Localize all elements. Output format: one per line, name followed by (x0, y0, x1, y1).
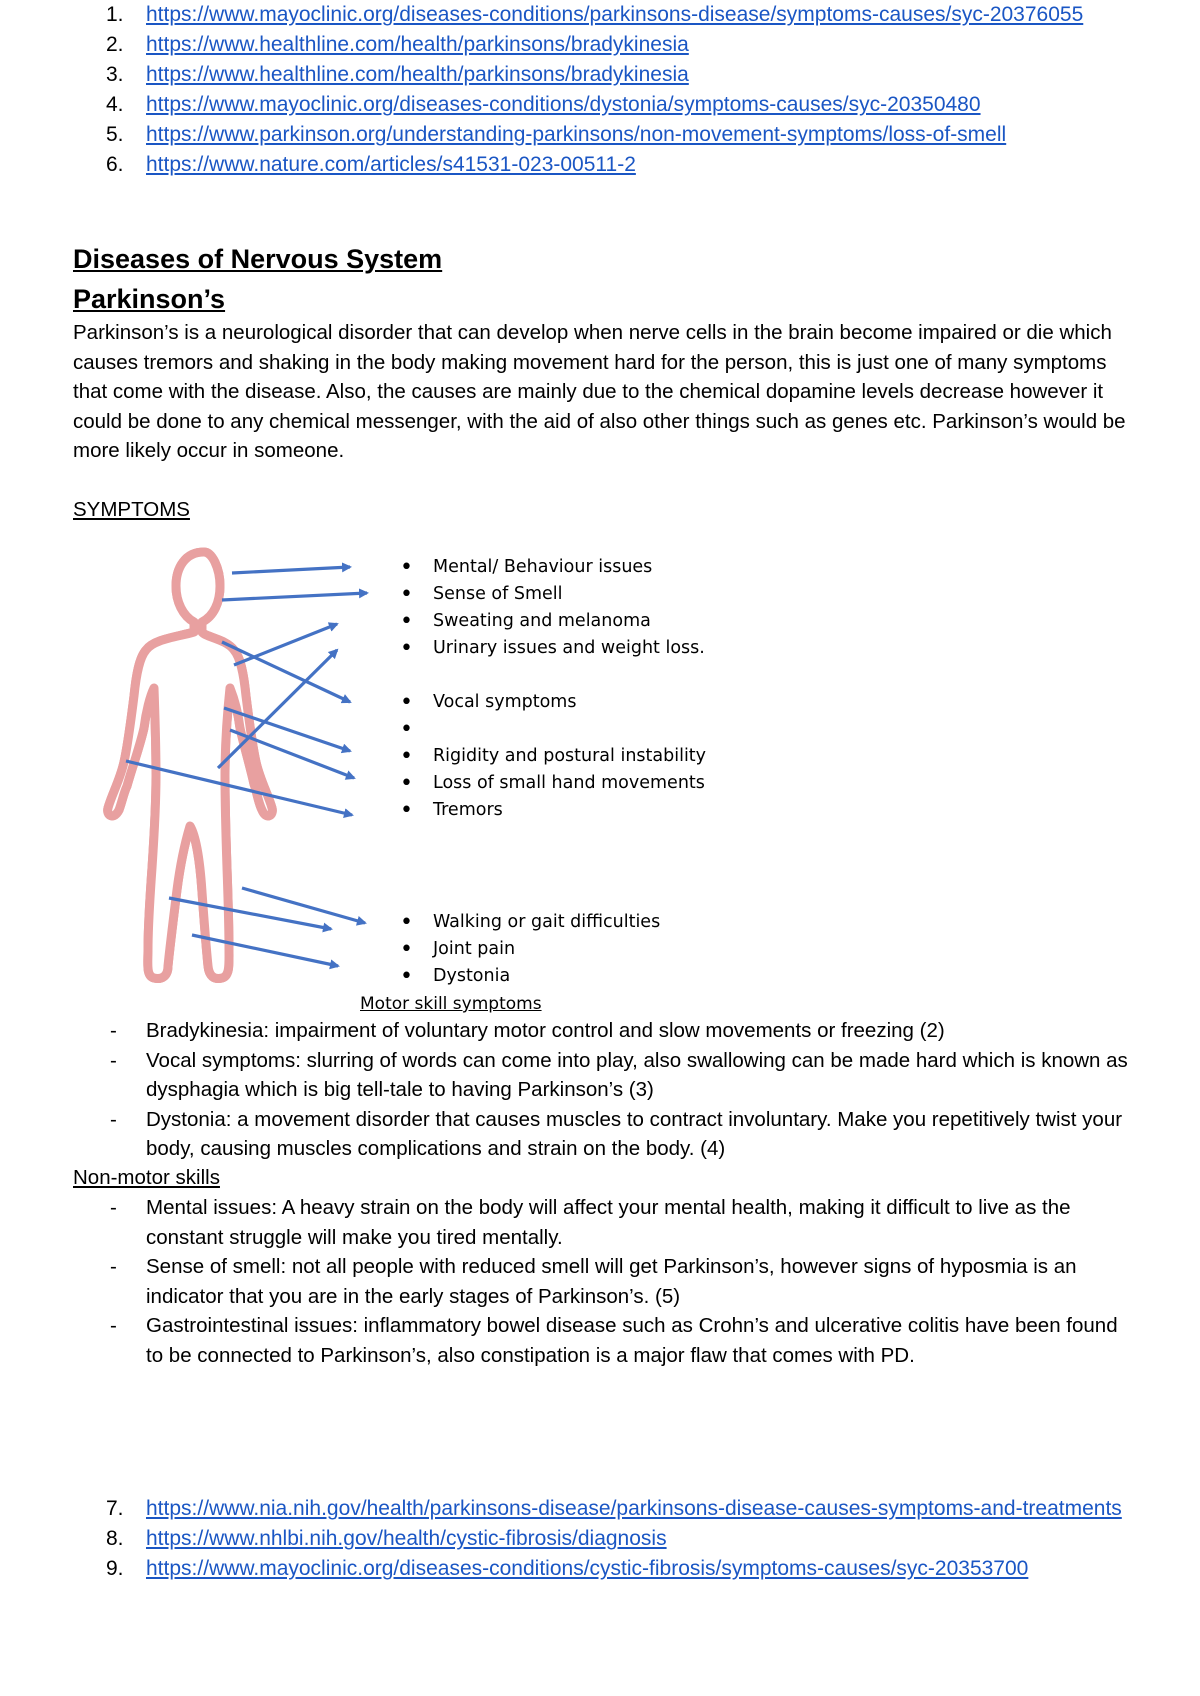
reference-item (0, 30, 1126, 60)
reference-link[interactable]: https://www.nia.nih.gov/health/parkinsons-disease/parkinsons-disease-causes-symptoms-and-treatments (146, 1497, 1122, 1520)
reference-number: 6. (106, 153, 124, 176)
reference-link[interactable]: https://www.mayoclinic.org/diseases-conditions/parkinsons-disease/symptoms-causes/syc-20376055 (146, 3, 1084, 26)
reference-link[interactable]: https://www.healthline.com/health/parkinsons/bradykinesia (146, 63, 689, 86)
symptom-item: • Sense of Smell (400, 581, 705, 608)
reference-link[interactable]: https://www.mayoclinic.org/diseases-conditions/cystic-fibrosis/symptoms-causes/syc-20353700 (146, 1557, 1029, 1580)
non-motor-symptom-list (73, 1193, 1138, 1370)
symptom-item: • Loss of small hand movements (400, 770, 706, 797)
symptom-list-lower (400, 909, 660, 990)
symptom-item-empty (400, 716, 706, 743)
symptom-list-upper (400, 554, 705, 662)
symptom-item: • Vocal symptoms (400, 689, 706, 716)
reference-item (0, 1554, 1126, 1584)
symptom-item: • Walking or gait difficulties (400, 909, 660, 936)
reference-link[interactable]: https://www.nhlbi.nih.gov/health/cystic-fibrosis/diagnosis (146, 1527, 667, 1550)
reference-link[interactable]: https://www.nature.com/articles/s41531-023-00511-2 (146, 153, 636, 176)
reference-item (0, 120, 1126, 150)
non-motor-symptom-item: - Sense of smell: not all people with reduced smell will get Parkinson’s, however signs of hyposmia is an indicator that you are in the early stages of Parkinson’s. (5) (73, 1252, 1138, 1311)
symptom-item: • Mental/ Behaviour issues (400, 554, 705, 581)
section-title: Parkinson’s (73, 284, 226, 314)
reference-link[interactable]: https://www.healthline.com/health/parkinsons/bradykinesia (146, 33, 689, 56)
reference-list-top (0, 0, 1126, 180)
motor-symptom-item: - Bradykinesia: impairment of voluntary motor control and slow movements or freezing (2) (73, 1016, 1138, 1046)
motor-symptom-item: - Vocal symptoms: slurring of words can come into play, also swallowing can be made hard which is known as dysphagia which is big tell-tale to having Parkinson’s (3) (73, 1046, 1138, 1105)
reference-number: 8. (106, 1527, 124, 1550)
reference-number: 9. (106, 1557, 124, 1580)
symptom-list-middle (400, 689, 706, 824)
reference-item (0, 60, 1126, 90)
reference-item (0, 150, 1126, 180)
reference-number: 7. (106, 1497, 124, 1520)
reference-item (0, 0, 1126, 30)
symptom-item: • Joint pain (400, 936, 660, 963)
reference-number: 4. (106, 93, 124, 116)
reference-number: 2. (106, 33, 124, 56)
reference-item (0, 1524, 1126, 1554)
intro-paragraph: Parkinson’s is a neurological disorder that can develop when nerve cells in the brain become impaired or die which causes tremors and shaking in the body making movement hard for the person, this is just one of many symptoms that come with the disease. Also, the causes are mainly due to the chemical dopamine levels decrease however it could be done to any chemical messenger, with the aid of also other things such as genes etc. Parkinson’s would be more likely occur in someone. (73, 321, 1126, 462)
reference-number: 1. (106, 3, 124, 26)
symptoms-heading: SYMPTOMS (73, 498, 190, 521)
symptom-item: • Urinary issues and weight loss. (400, 635, 705, 662)
reference-link[interactable]: https://www.mayoclinic.org/diseases-conditions/dystonia/symptoms-causes/syc-20350480 (146, 93, 981, 116)
reference-link[interactable]: https://www.parkinson.org/understanding-parkinsons/non-movement-symptoms/loss-of-smell (146, 123, 1007, 146)
symptom-item: • Rigidity and postural instability (400, 743, 706, 770)
non-motor-symptom-item: - Gastrointestinal issues: inflammatory bowel disease such as Crohn’s and ulcerative colitis have been found to be connected to Parkinson’s, also constipation is a major flaw that comes with PD. (73, 1311, 1138, 1370)
reference-list-bottom (0, 1494, 1126, 1584)
body-diagram (84, 540, 374, 995)
motor-symptom-item: - Dystonia: a movement disorder that causes muscles to contract involuntary. Make you repetitively twist your body, causing muscles complications and strain on the body. (4) (73, 1105, 1138, 1164)
page-title: Diseases of Nervous System (73, 244, 443, 274)
symptom-item: • Dystonia (400, 963, 660, 990)
motor-symptom-list (73, 1016, 1138, 1164)
reference-item (0, 1494, 1126, 1524)
symptom-item: • Sweating and melanoma (400, 608, 705, 635)
non-motor-symptom-item: - Mental issues: A heavy strain on the body will affect your mental health, making it difficult to live as the constant struggle will make you tired mentally. (73, 1193, 1138, 1252)
reference-number: 3. (106, 63, 124, 86)
reference-item (0, 90, 1126, 120)
reference-number: 5. (106, 123, 124, 146)
symptom-item: • Tremors (400, 797, 706, 824)
non-motor-heading: Non-motor skills (73, 1166, 220, 1189)
motor-skill-caption: Motor skill symptoms (360, 994, 542, 1014)
